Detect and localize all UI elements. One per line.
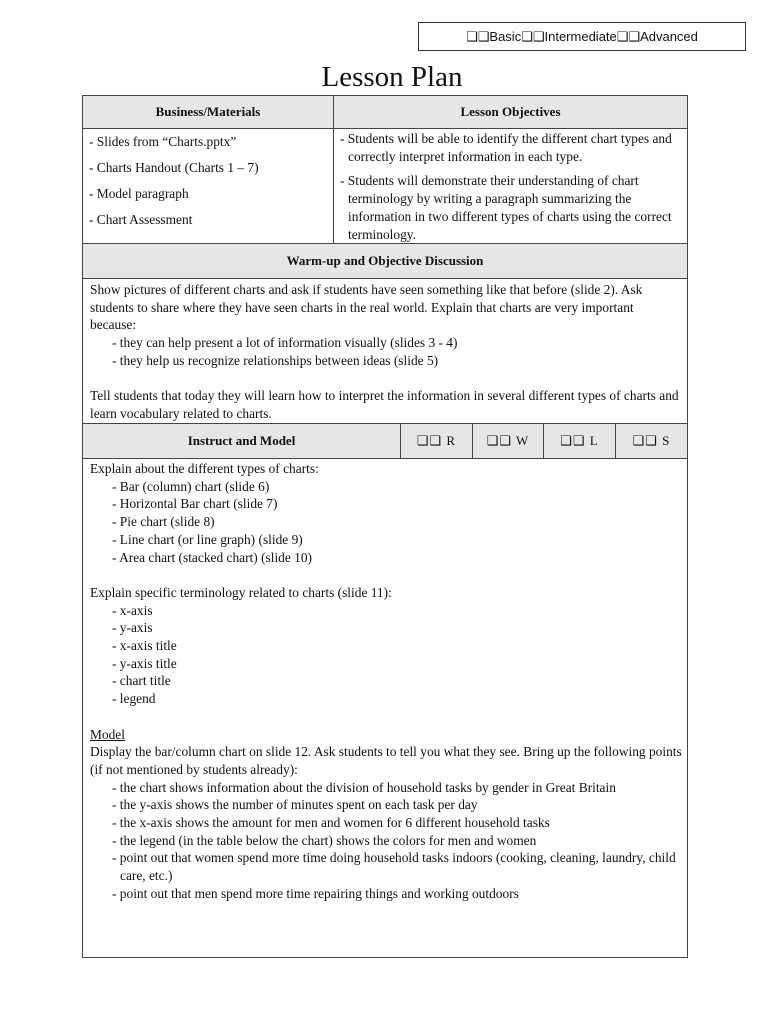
material-item: - Chart Assessment	[89, 212, 193, 227]
objective-item: - Students will be able to identify the different chart types and correctly interpret information in each type.	[340, 131, 672, 164]
warmup-closing: Tell students that today they will learn how to interpret the information in several different types of charts and learn vocabulary related to charts.	[90, 388, 679, 421]
skill-writing-checkbox[interactable]: ❑❑ W	[486, 433, 530, 448]
model-point: - the y-axis shows the number of minutes spent on each task per day	[112, 797, 478, 813]
terminology-item: - legend	[112, 691, 156, 707]
terminology-intro: Explain specific terminology related to charts (slide 11):	[90, 584, 392, 600]
chart-type-item: - Pie chart (slide 8)	[112, 514, 215, 530]
warmup-intro: Show pictures of different charts and ask if students have seen something like that before (slide 2). Ask students to share where they have seen charts in the real world. Explain that charts are very important because:	[90, 282, 643, 333]
lesson-plan-table	[82, 95, 688, 958]
objectives-list	[340, 130, 682, 243]
objectives-header: Lesson Objectives	[460, 104, 561, 119]
terminology-item: - y-axis	[112, 620, 153, 636]
model-point: - the x-axis shows the amount for men and women for 6 different household tasks	[112, 815, 550, 831]
materials-list	[89, 129, 329, 233]
page-title: Lesson Plan	[321, 61, 463, 93]
warmup-row	[83, 279, 687, 424]
warmup-bullet: - they can help present a lot of information visually (slides 3 - 4)	[112, 335, 458, 351]
material-item: - Slides from “Charts.pptx”	[89, 134, 237, 149]
chart-type-item: - Area chart (stacked chart) (slide 10)	[112, 549, 313, 565]
chart-type-item: - Horizontal Bar chart (slide 7)	[112, 496, 278, 512]
material-item: - Model paragraph	[89, 186, 189, 201]
level-selector[interactable]: ❑❑Basic❑❑Intermediate❑❑Advanced	[418, 22, 746, 51]
chart-type-item: - Line chart (or line graph) (slide 9)	[112, 531, 303, 547]
terminology-item: - x-axis title	[112, 638, 177, 654]
materials-objectives-header-row	[83, 96, 687, 129]
terminology-item: - y-axis title	[112, 655, 177, 671]
model-intro: Display the bar/column chart on slide 12. Ask students to tell you what they see. Bring up the following points (if not mentioned by students already):	[90, 744, 682, 777]
instruct-header: Instruct and Model	[187, 433, 296, 448]
materials-objectives-row	[83, 129, 687, 244]
warmup-header: Warm-up and Objective Discussion	[286, 253, 484, 268]
warmup-bullet: - they help us recognize relationships between ideas (slide 5)	[112, 352, 439, 368]
model-point: - the chart shows information about the division of household tasks by gender in Great Britain	[112, 779, 616, 795]
warmup-text	[90, 281, 682, 423]
skill-listening-checkbox[interactable]: ❑❑ L	[560, 433, 599, 448]
chart-type-item: - Bar (column) chart (slide 6)	[112, 478, 270, 494]
materials-header: Business/Materials	[155, 104, 261, 119]
instruct-text	[90, 460, 685, 903]
instruct-header-row	[83, 424, 687, 459]
skill-reading-checkbox[interactable]: ❑❑ R	[416, 433, 457, 448]
terminology-item: - x-axis	[112, 602, 153, 618]
chart-types-intro: Explain about the different types of charts:	[90, 461, 319, 476]
skill-speaking-checkbox[interactable]: ❑❑ S	[632, 433, 671, 448]
instruct-row	[83, 459, 687, 957]
material-item: - Charts Handout (Charts 1 – 7)	[89, 160, 259, 175]
warmup-header-row	[83, 244, 687, 279]
model-point: - the legend (in the table below the chart) shows the colors for men and women	[112, 832, 537, 848]
model-heading: Model	[90, 726, 125, 742]
model-point: - point out that women spend more time doing household tasks indoors (cooking, cleaning, laundry, child care, etc.)	[112, 850, 676, 884]
terminology-item: - chart title	[112, 673, 171, 689]
model-point: - point out that men spend more time repairing things and working outdoors	[112, 885, 519, 901]
objective-item: - Students will demonstrate their understanding of chart terminology by writing a paragraph summarizing the information in two different types of charts using the correct terminology.	[340, 173, 672, 242]
